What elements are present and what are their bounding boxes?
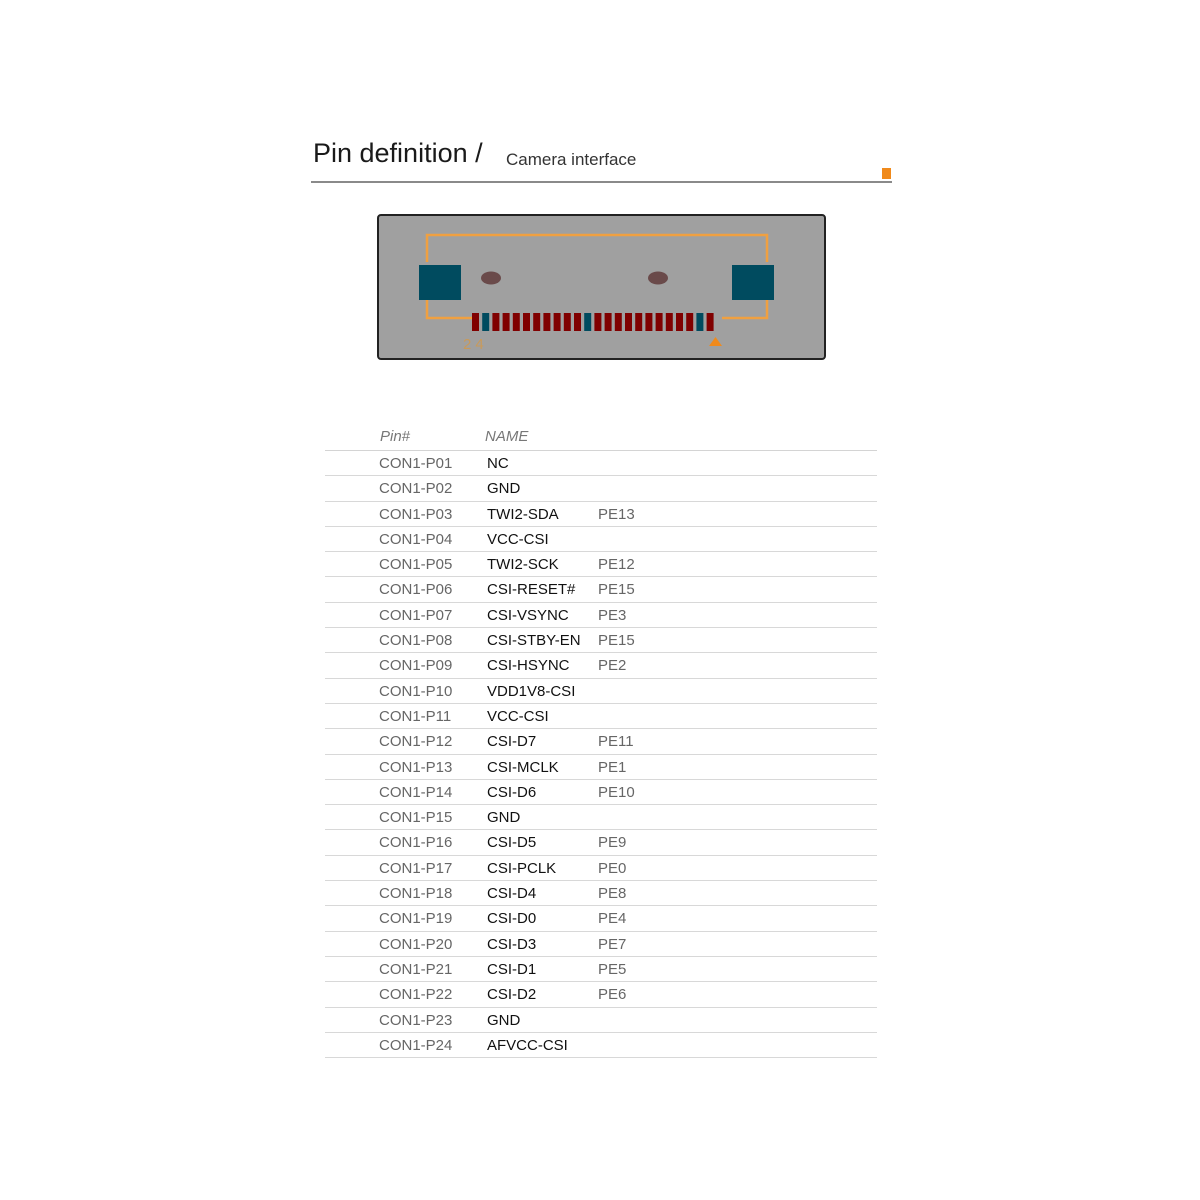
name-cell: TWI2-SCK <box>487 556 559 574</box>
mount-pad-left <box>419 265 461 300</box>
name-cell: VDD1V8-CSI <box>487 682 576 700</box>
connector-pin <box>564 313 571 331</box>
name-cell: CSI-D5 <box>487 834 537 852</box>
name-cell: CSI-D0 <box>487 910 537 928</box>
table-row <box>325 982 877 1007</box>
table-header <box>325 425 877 451</box>
name-cell: GND <box>487 1011 521 1029</box>
connector-pin <box>605 313 612 331</box>
pin-cell: CON1-P06 <box>379 581 453 599</box>
pin-cell: CON1-P15 <box>379 809 453 827</box>
name-cell: VCC-CSI <box>487 530 549 548</box>
pin-cell: CON1-P22 <box>379 986 453 1004</box>
connector-pin <box>696 313 703 331</box>
name-cell: CSI-D7 <box>487 733 537 751</box>
connector-diagram <box>377 214 826 360</box>
connector-pin <box>635 313 642 331</box>
name-cell: AFVCC-CSI <box>487 1036 568 1054</box>
pin-cell: CON1-P05 <box>379 556 453 574</box>
connector-pin <box>625 313 632 331</box>
page-header <box>313 138 893 184</box>
connector-pin <box>645 313 652 331</box>
port-cell: PE7 <box>598 935 627 953</box>
port-cell: PE4 <box>598 910 627 928</box>
table-row <box>325 476 877 501</box>
name-cell: CSI-D2 <box>487 986 537 1004</box>
page-subtitle: Camera interface <box>506 150 637 169</box>
port-cell: PE5 <box>598 960 627 978</box>
connector-pin <box>482 313 489 331</box>
pin-cell: CON1-P16 <box>379 834 453 852</box>
pin-cell: CON1-P07 <box>379 606 453 624</box>
pin-cell: CON1-P12 <box>379 733 453 751</box>
table-row <box>325 552 877 577</box>
connector-pin <box>686 313 693 331</box>
table-row <box>325 653 877 678</box>
pin-cell: CON1-P19 <box>379 910 453 928</box>
connector-pin <box>594 313 601 331</box>
accent-marker <box>882 168 891 179</box>
table-row <box>325 502 877 527</box>
table-row <box>325 957 877 982</box>
connector-pin <box>554 313 561 331</box>
connector-pin <box>513 313 520 331</box>
port-cell: PE13 <box>598 505 635 523</box>
pin-cell: CON1-P18 <box>379 885 453 903</box>
port-cell: PE8 <box>598 885 627 903</box>
pin-table <box>325 425 877 1058</box>
name-cell: CSI-VSYNC <box>487 606 569 624</box>
port-cell: PE10 <box>598 783 635 801</box>
pin-cell: CON1-P11 <box>379 707 452 725</box>
table-row <box>325 729 877 754</box>
table-row <box>325 780 877 805</box>
pin-cell: CON1-P24 <box>379 1036 453 1054</box>
mount-pad-right <box>732 265 774 300</box>
table-row <box>325 527 877 552</box>
port-cell: PE15 <box>598 581 635 599</box>
name-cell: VCC-CSI <box>487 707 549 725</box>
header-divider <box>311 181 892 183</box>
name-cell: NC <box>487 455 509 472</box>
port-cell: PE1 <box>598 758 627 776</box>
table-row <box>325 628 877 653</box>
connector-pin <box>666 313 673 331</box>
locating-hole-right <box>648 272 668 285</box>
pin-cell: CON1-P23 <box>379 1011 453 1029</box>
connector-pin <box>676 313 683 331</box>
connector-svg <box>377 214 826 360</box>
table-row <box>325 1008 877 1033</box>
table-body <box>325 451 877 1058</box>
pin-cell: CON1-P13 <box>379 758 453 776</box>
connector-pin <box>656 313 663 331</box>
table-row <box>325 906 877 931</box>
connector-pin <box>707 313 714 331</box>
name-cell: CSI-D6 <box>487 783 537 801</box>
name-cell: CSI-D4 <box>487 885 537 903</box>
table-row <box>325 603 877 628</box>
table-row <box>325 679 877 704</box>
table-row <box>325 856 877 881</box>
table-row <box>325 451 877 476</box>
name-cell: CSI-RESET# <box>487 581 576 599</box>
name-cell: CSI-STBY-EN <box>487 632 581 650</box>
pin-cell: CON1-P08 <box>379 632 453 650</box>
port-cell: PE11 <box>598 733 634 751</box>
pin-cell: CON1-P04 <box>379 530 453 548</box>
connector-pin <box>472 313 479 331</box>
name-cell: CSI-D3 <box>487 935 537 953</box>
connector-pin <box>533 313 540 331</box>
page-title: Pin definition / <box>313 138 483 168</box>
port-cell: PE2 <box>598 657 627 675</box>
port-cell: PE9 <box>598 834 627 852</box>
pin-cell: CON1-P09 <box>379 657 453 675</box>
port-cell: PE12 <box>598 556 635 574</box>
name-cell: GND <box>487 809 521 827</box>
table-row <box>325 805 877 830</box>
pin-cell: CON1-P20 <box>379 935 453 953</box>
connector-pin <box>492 313 499 331</box>
header-pin: Pin# <box>380 428 411 445</box>
table-row <box>325 1033 877 1058</box>
pin-cell: CON1-P02 <box>379 480 453 498</box>
connector-pin <box>615 313 622 331</box>
port-cell: PE0 <box>598 859 627 877</box>
pin-cell: CON1-P17 <box>379 859 453 877</box>
table-row <box>325 755 877 780</box>
pin-cell: CON1-P10 <box>379 682 453 700</box>
table-row <box>325 881 877 906</box>
connector-pin <box>574 313 581 331</box>
table-row <box>325 577 877 602</box>
name-cell: CSI-MCLK <box>487 758 559 776</box>
locating-hole-left <box>481 272 501 285</box>
table-row <box>325 932 877 957</box>
name-cell: CSI-PCLK <box>487 859 557 877</box>
pin-24-label: 24 <box>463 336 488 353</box>
name-cell: CSI-HSYNC <box>487 657 570 675</box>
connector-pin <box>503 313 510 331</box>
pin-cell: CON1-P14 <box>379 783 453 801</box>
table-row <box>325 830 877 855</box>
port-cell: PE3 <box>598 606 627 624</box>
pin-cell: CON1-P01 <box>379 455 453 472</box>
table-row <box>325 704 877 729</box>
connector-pin <box>543 313 550 331</box>
pin-cell: CON1-P21 <box>379 960 453 978</box>
port-cell: PE15 <box>598 632 635 650</box>
name-cell: CSI-D1 <box>487 960 537 978</box>
connector-pin <box>523 313 530 331</box>
name-cell: TWI2-SDA <box>487 505 559 523</box>
name-cell: GND <box>487 480 521 498</box>
pin-cell: CON1-P03 <box>379 505 453 523</box>
header-name: NAME <box>485 428 529 445</box>
connector-pin <box>584 313 591 331</box>
port-cell: PE6 <box>598 986 627 1004</box>
